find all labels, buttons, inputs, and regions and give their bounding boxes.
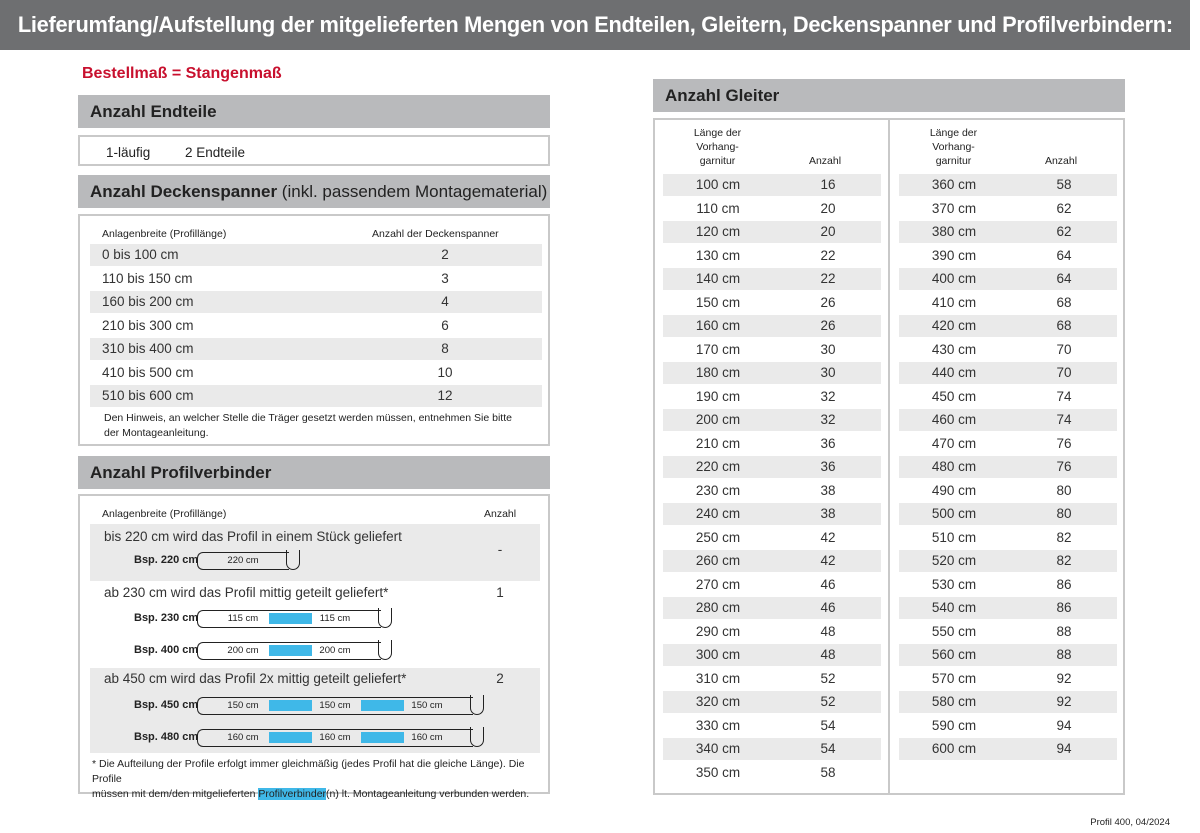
count-cell: 62	[1056, 200, 1072, 216]
table-row	[899, 503, 1117, 525]
example-label: Bsp. 400 cm	[134, 644, 199, 656]
example-label: Bsp. 230 cm	[134, 612, 199, 624]
footnote	[92, 757, 552, 802]
table-row	[663, 409, 881, 431]
table-row	[899, 433, 1117, 455]
end-hook-icon	[470, 727, 484, 747]
length-cell: 470 cm	[931, 435, 977, 451]
length-cell: 450 cm	[931, 388, 977, 404]
range-cell: 410 bis 500 cm	[102, 364, 194, 380]
count-cell: 94	[1056, 717, 1072, 733]
table-row	[663, 621, 881, 643]
length-cell: 360 cm	[931, 177, 977, 192]
count-value: -	[497, 542, 503, 557]
column-header: Anzahl	[1044, 155, 1078, 167]
table-row	[663, 550, 881, 572]
count-cell: 68	[1056, 318, 1072, 333]
length-cell: 440 cm	[931, 365, 977, 380]
deckenspanner-table	[78, 214, 550, 446]
highlighted-term: Profilverbinder	[258, 788, 327, 800]
endteile-header: Anzahl Endteile	[78, 95, 550, 128]
length-cell: 190 cm	[695, 388, 741, 404]
length-cell: 500 cm	[931, 506, 977, 521]
count-cell: 48	[820, 647, 836, 662]
footer-text: Profil 400, 04/2024	[1090, 817, 1170, 828]
column-header: Anlagenbreite (Profillänge)	[102, 508, 227, 520]
column-header: Länge der	[929, 127, 978, 139]
count-cell: 38	[820, 482, 836, 498]
deckenspanner-title: Anzahl Deckenspanner	[90, 182, 278, 201]
table-row	[899, 221, 1117, 243]
table-row	[899, 198, 1117, 220]
count-cell: 46	[820, 600, 836, 615]
length-cell: 250 cm	[695, 529, 741, 545]
table-row	[899, 292, 1117, 314]
range-cell: 510 bis 600 cm	[102, 388, 194, 403]
table-row	[90, 268, 542, 290]
length-cell: 230 cm	[695, 482, 741, 498]
count-cell: 22	[820, 247, 836, 263]
count-cell: 54	[820, 717, 836, 733]
count-cell: 88	[1056, 647, 1072, 662]
count-cell: 86	[1056, 576, 1072, 592]
count-cell: 16	[820, 177, 836, 192]
length-cell: 340 cm	[695, 741, 741, 756]
length-cell: 540 cm	[931, 600, 977, 615]
column-header: Vorhang-	[696, 141, 739, 153]
endteile-value: 2 Endteile	[185, 145, 246, 160]
column-header: Anlagenbreite (Profillänge)	[102, 228, 227, 240]
range-cell: 210 bis 300 cm	[102, 317, 194, 333]
length-cell: 170 cm	[695, 341, 741, 357]
table-row	[899, 668, 1117, 690]
endteile-label: 1-läufig	[106, 145, 151, 160]
column-header: Anzahl	[484, 508, 517, 520]
table-row	[899, 362, 1117, 384]
count-cell: 80	[1056, 482, 1072, 498]
range-cell: 160 bis 200 cm	[102, 294, 194, 309]
table-row	[90, 315, 542, 337]
footnote-text: müssen mit dem/den mitgelieferten	[92, 788, 259, 800]
table-row	[663, 574, 881, 596]
end-hook-icon	[378, 608, 392, 628]
range-cell: 0 bis 100 cm	[102, 247, 179, 262]
profilverbinder-table	[78, 494, 550, 800]
table-row	[663, 315, 881, 337]
count-cell: 30	[820, 365, 836, 380]
end-hook-icon	[470, 695, 484, 715]
group-text: ab 230 cm wird das Profil mittig geteilt geliefert*	[104, 585, 389, 600]
length-cell: 330 cm	[695, 717, 741, 733]
table-row	[90, 244, 542, 266]
count-cell: 36	[820, 435, 836, 451]
length-cell: 490 cm	[931, 482, 977, 498]
count-cell: 92	[1056, 670, 1072, 686]
length-cell: 100 cm	[695, 177, 741, 192]
table-row	[663, 221, 881, 243]
count-cell: 74	[1056, 412, 1072, 427]
count-cell: 46	[820, 576, 836, 592]
count-cell: 64	[1056, 247, 1072, 263]
count-cell: 20	[820, 224, 836, 239]
range-cell: 310 bis 400 cm	[102, 341, 194, 356]
count-cell: 4	[441, 294, 449, 309]
length-cell: 120 cm	[695, 224, 741, 239]
table-row	[899, 738, 1117, 760]
profile-bar	[197, 697, 473, 715]
count-cell: 38	[820, 506, 836, 521]
length-cell: 600 cm	[931, 741, 977, 756]
deckenspanner-note: (inkl. passendem Montagematerial)	[281, 182, 548, 201]
table-row	[663, 268, 881, 290]
table-row	[899, 621, 1117, 643]
length-cell: 140 cm	[695, 271, 741, 286]
count-cell: 92	[1056, 694, 1072, 709]
gleiter-table	[653, 118, 1125, 795]
segment-label: 150 cm	[411, 700, 443, 711]
count-cell: 62	[1056, 224, 1072, 239]
count-cell: 64	[1056, 271, 1072, 286]
length-cell: 260 cm	[695, 553, 741, 568]
count-cell: 26	[820, 318, 836, 333]
page-title: Lieferumfang/Aufstellung der mitgelieferten Mengen von Endteilen, Gleitern, Deckenspanner und Profilverbindern:	[0, 0, 1190, 50]
length-cell: 150 cm	[695, 294, 741, 310]
count-value: 1	[496, 585, 504, 600]
example-label: Bsp. 450 cm	[134, 699, 199, 711]
count-cell: 58	[1056, 177, 1072, 192]
table-row	[899, 715, 1117, 737]
length-cell: 410 cm	[931, 294, 977, 310]
profilverbinder-header: Anzahl Profilverbinder	[78, 456, 550, 489]
table-row	[899, 456, 1117, 478]
count-cell: 54	[820, 741, 836, 756]
table-row	[899, 174, 1117, 196]
table-row	[90, 362, 542, 384]
count-cell: 10	[437, 364, 453, 380]
count-cell: 52	[820, 670, 836, 686]
table-row	[899, 245, 1117, 267]
length-cell: 350 cm	[695, 764, 741, 780]
profile-bar	[197, 729, 473, 747]
table-row	[90, 338, 542, 360]
order-note: Bestellmaß = Stangenmaß	[82, 65, 282, 82]
table-row	[663, 527, 881, 549]
length-cell: 220 cm	[695, 459, 741, 474]
table-row	[663, 715, 881, 737]
table-row	[663, 339, 881, 361]
count-value: 2	[496, 671, 504, 686]
connector-icon	[361, 700, 404, 711]
length-cell: 110 cm	[696, 200, 740, 216]
count-cell: 68	[1056, 294, 1072, 310]
length-cell: 210 cm	[695, 435, 741, 451]
table-row	[899, 644, 1117, 666]
length-cell: 180 cm	[695, 365, 741, 380]
length-cell: 430 cm	[931, 341, 977, 357]
segment-label: 150 cm	[227, 700, 259, 711]
length-cell: 200 cm	[695, 412, 741, 427]
table-row	[899, 574, 1117, 596]
length-cell: 520 cm	[931, 553, 977, 568]
count-cell: 12	[437, 388, 453, 403]
segment-label: 115 cm	[227, 613, 259, 624]
count-cell: 36	[820, 459, 836, 474]
table-row	[663, 198, 881, 220]
connector-icon	[269, 700, 312, 711]
segment-label: 160 cm	[227, 732, 259, 743]
profile-bar	[197, 552, 289, 570]
count-cell: 42	[820, 553, 836, 568]
segment-label: 160 cm	[319, 732, 351, 743]
deckenspanner-header	[78, 175, 550, 208]
length-cell: 580 cm	[931, 694, 977, 709]
length-cell: 390 cm	[931, 247, 977, 263]
length-cell: 380 cm	[931, 224, 977, 239]
length-cell: 310 cm	[695, 670, 741, 686]
table-row	[899, 691, 1117, 713]
footnote-text: (n) lt. Montageanleitung verbunden werden.	[326, 788, 530, 800]
length-cell: 300 cm	[695, 647, 741, 662]
example-label: Bsp. 480 cm	[134, 731, 199, 743]
table-row	[663, 644, 881, 666]
length-cell: 560 cm	[931, 647, 977, 662]
length-cell: 280 cm	[695, 600, 741, 615]
table-row	[90, 385, 542, 407]
column-header: Anzahl	[808, 155, 842, 167]
table-row	[663, 245, 881, 267]
count-cell: 94	[1056, 741, 1072, 756]
length-cell: 510 cm	[931, 529, 977, 545]
length-cell: 590 cm	[931, 717, 977, 733]
end-hook-icon	[378, 640, 392, 660]
count-cell: 80	[1056, 506, 1072, 521]
count-cell: 70	[1056, 341, 1072, 357]
length-cell: 160 cm	[695, 318, 741, 333]
column-header: garnitur	[699, 155, 736, 167]
count-cell: 8	[441, 341, 449, 356]
count-cell: 48	[820, 623, 836, 639]
connector-icon	[269, 645, 312, 656]
table-row	[663, 691, 881, 713]
length-cell: 420 cm	[931, 318, 977, 333]
table-row	[899, 409, 1117, 431]
segment-label: 160 cm	[411, 732, 443, 743]
group-text: ab 450 cm wird das Profil 2x mittig geteilt geliefert*	[104, 671, 407, 686]
count-cell: 86	[1056, 600, 1072, 615]
table-row	[899, 550, 1117, 572]
count-cell: 2	[441, 247, 449, 262]
table-row	[663, 668, 881, 690]
count-cell: 76	[1056, 435, 1072, 451]
end-hook-icon	[286, 550, 300, 570]
count-cell: 82	[1056, 553, 1072, 568]
length-cell: 480 cm	[931, 459, 977, 474]
count-cell: 20	[820, 200, 836, 216]
table-row	[663, 456, 881, 478]
length-cell: 550 cm	[931, 623, 977, 639]
count-cell: 26	[820, 294, 836, 310]
table-row	[899, 315, 1117, 337]
footnote-line: * Die Aufteilung der Profile erfolgt immer gleichmäßig (jedes Profil hat die gleiche Länge). Die Profile	[92, 758, 525, 785]
segment-label: 200 cm	[227, 645, 259, 656]
column-header: Anzahl der Deckenspanner	[372, 228, 499, 240]
table-row	[663, 292, 881, 314]
length-cell: 570 cm	[931, 670, 977, 686]
connector-icon	[361, 732, 404, 743]
gleiter-header: Anzahl Gleiter	[653, 79, 1125, 112]
length-cell: 240 cm	[695, 506, 741, 521]
table-row	[899, 339, 1117, 361]
count-cell: 32	[820, 388, 836, 404]
segment-label: 200 cm	[319, 645, 351, 656]
count-cell: 58	[820, 764, 836, 780]
table-row	[899, 268, 1117, 290]
count-cell: 88	[1056, 623, 1072, 639]
count-cell: 6	[441, 317, 449, 333]
connector-icon	[269, 613, 312, 624]
table-row	[899, 527, 1117, 549]
table-row	[663, 762, 881, 784]
length-cell: 400 cm	[931, 271, 977, 286]
table-row	[899, 480, 1117, 502]
length-cell: 320 cm	[695, 694, 741, 709]
note-text: der Montageanleitung.	[104, 427, 209, 439]
count-cell: 32	[820, 412, 836, 427]
note-text: Den Hinweis, an welcher Stelle die Träger gesetzt werden müssen, entnehmen Sie bitte	[104, 412, 512, 424]
table-row	[899, 386, 1117, 408]
table-row	[899, 597, 1117, 619]
count-cell: 42	[820, 529, 836, 545]
table-row	[663, 362, 881, 384]
table-row	[663, 386, 881, 408]
group-text: bis 220 cm wird das Profil in einem Stück geliefert	[104, 529, 402, 544]
column-header: Länge der	[693, 127, 742, 139]
count-cell: 74	[1056, 388, 1072, 404]
range-cell: 110 bis 150 cm	[102, 270, 193, 286]
length-cell: 530 cm	[931, 576, 977, 592]
example-label: Bsp. 220 cm	[134, 554, 199, 566]
connector-icon	[269, 732, 312, 743]
count-cell: 22	[820, 271, 836, 286]
length-cell: 130 cm	[695, 247, 741, 263]
count-cell: 52	[820, 694, 836, 709]
length-cell: 270 cm	[695, 576, 741, 592]
table-row	[663, 480, 881, 502]
table-row	[90, 291, 542, 313]
count-cell: 30	[820, 341, 836, 357]
table-row	[663, 597, 881, 619]
length-cell: 370 cm	[931, 200, 977, 216]
count-cell: 76	[1056, 459, 1072, 474]
count-cell: 82	[1056, 529, 1072, 545]
table-row	[663, 433, 881, 455]
table-row	[663, 738, 881, 760]
profile-bar	[197, 642, 381, 660]
column-divider	[888, 120, 890, 793]
segment-label: 115 cm	[319, 613, 351, 624]
table-row	[663, 174, 881, 196]
length-cell: 460 cm	[931, 412, 977, 427]
segment-label: 220 cm	[227, 555, 259, 566]
column-header: Vorhang-	[932, 141, 975, 153]
endteile-box	[78, 135, 550, 166]
segment-label: 150 cm	[319, 700, 351, 711]
profile-bar	[197, 610, 381, 628]
length-cell: 290 cm	[695, 623, 741, 639]
column-header: garnitur	[935, 155, 972, 167]
count-cell: 3	[441, 270, 449, 286]
table-row	[663, 503, 881, 525]
count-cell: 70	[1056, 365, 1072, 380]
